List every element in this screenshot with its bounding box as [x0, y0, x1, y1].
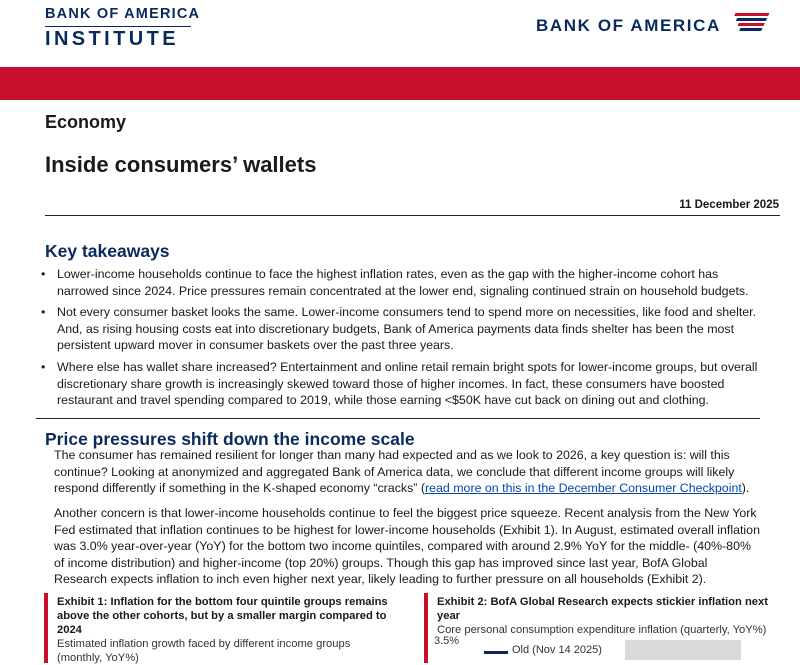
list-item	[36, 266, 764, 299]
exhibit-2-title: Exhibit 2: BofA Global Research expects stickier inflation next year	[437, 596, 768, 622]
bullet-text: Where else has wallet share increased? Entertainment and online retail remain bright spots for lower-income groups, but overall discretionary share growth is increasingly skewed toward those of higher incomes. In fact, these consumers have boosted restaurant and travel spending compared to 2019, while those earning <$50K have cut back on dining out and clothing.	[57, 359, 758, 408]
consumer-checkpoint-link[interactable]: read more on this in the December Consumer Checkpoint	[424, 481, 742, 496]
institute-logo-line2: INSTITUTE	[45, 28, 179, 50]
institute-logo-line1: BANK OF AMERICA	[45, 6, 201, 22]
bullet-text: Not every consumer basket looks the same. Lower-income consumers tend to spend more on necessities, like food and shelter. And, as rising housing costs eat into discretionary budgets, Bank of America payments data finds shelter has been the most persistent upward mover in consumer baskets over the past three years.	[57, 305, 757, 353]
boa-flag-icon	[726, 12, 772, 39]
forecast-shading	[625, 640, 741, 660]
bullet-icon: •	[41, 359, 46, 374]
legend-label-old: Old (Nov 14 2025)	[512, 644, 602, 656]
list-item	[36, 304, 764, 354]
institute-logo-rule	[45, 26, 191, 27]
divider	[45, 215, 780, 216]
divider	[36, 418, 760, 419]
paragraph: Another concern is that lower-income households continue to feel the biggest price squeeze. Recent analysis from the New York Fed estimated that inflation continues to be highest for lower-income households (Exhibit 1). In August, estimated overall inflation was 3.0% year-over-year (YoY) for the bottom two income quintiles, compared with around 2.9% YoY for the middle- (40%-80% of income distribution) and higher-income (top 20%) groups. Though this gap has improved since last year, BofA Global Research expects inflation to inch even higher next year, likely leading to further pressure on all households (Exhibit 2).	[54, 506, 760, 587]
list-item	[36, 359, 764, 409]
paragraph-text: The consumer has remained resilient for longer than many had expected and as we look to 2026, a key question is: will this continue? Looking at anonymized and aggregated Bank of America data, we conclude that different income groups will likely respond differently if something in the K-shaped economy “cracks” (	[54, 448, 735, 496]
bank-of-america-wordmark: BANK OF AMERICA	[536, 15, 721, 35]
key-takeaways-list	[36, 266, 764, 414]
section-label: Economy	[45, 112, 127, 132]
page-title: Inside consumers’ wallets	[45, 152, 317, 177]
price-pressures-heading: Price pressures shift down the income scale	[45, 429, 415, 449]
exhibit-1-title: Exhibit 1: Inflation for the bottom four quintile groups remains above the other cohorts, but by a smaller margin compared to 2024	[57, 596, 388, 636]
paragraph-text: ).	[741, 481, 750, 496]
publication-date: 11 December 2025	[679, 199, 779, 211]
institute-logo[interactable]	[45, 6, 200, 51]
paragraph	[54, 447, 762, 497]
bank-of-america-logo[interactable]	[536, 12, 772, 39]
bullet-text: Lower-income households continue to face the highest inflation rates, even as the gap with the higher-income cohort has narrowed since 2024. Price pressures remain concentrated at the lower end, signaling continued strain on household budgets.	[57, 267, 749, 298]
exhibit-2-subtitle: Core personal consumption expenditure inflation (quarterly, YoY%)	[437, 624, 767, 636]
key-takeaways-heading: Key takeaways	[45, 241, 170, 261]
bullet-icon: •	[41, 305, 46, 320]
exhibit-1-subtitle: Estimated inflation growth faced by different income groups (monthly, YoY%)	[57, 638, 351, 664]
header-red-band	[0, 67, 800, 100]
y-axis-tick-label: 3.5%	[434, 635, 460, 647]
bullet-icon: •	[41, 267, 46, 281]
